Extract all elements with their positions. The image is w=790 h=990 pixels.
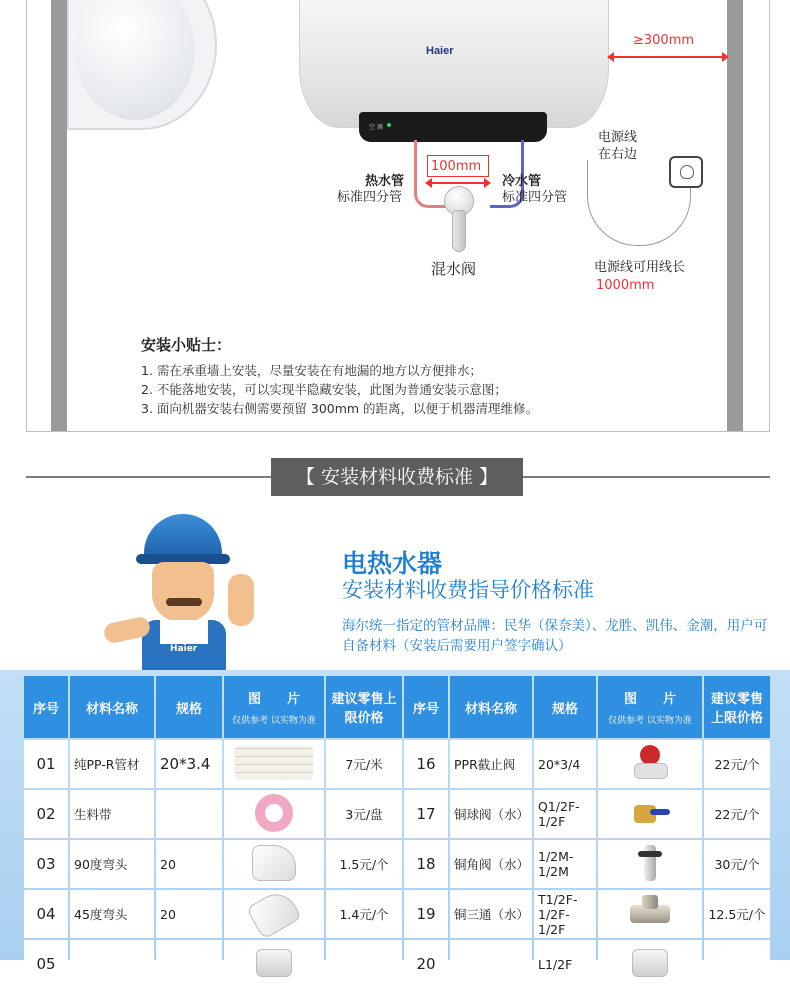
intro-subtitle: 安装材料收费指导价格标准 — [342, 578, 594, 602]
row-spec: 20 — [156, 840, 222, 888]
row-picture — [598, 840, 702, 888]
row-name: 铜三通（水） — [450, 890, 532, 938]
installation-tips — [141, 334, 701, 418]
row-picture — [598, 740, 702, 788]
row-spec: T1/2F-1/2F-1/2F — [534, 890, 596, 938]
header-picture — [598, 676, 702, 738]
tip-line: 3. 面向机器安装右侧需要预留 300mm 的距离，以便于机器清理维修。 — [141, 401, 539, 416]
header-spec: 规格 — [156, 676, 222, 738]
pipe-gap-dimension-line — [427, 182, 489, 184]
header-price: 建议零售上限价格 — [326, 676, 402, 738]
power-side-label-line2: 在右边 — [598, 147, 638, 162]
tape-icon — [255, 794, 293, 832]
header-picture — [224, 676, 324, 738]
row-name: 45度弯头 — [70, 890, 154, 938]
table-row — [404, 790, 770, 838]
header-no: 序号 — [24, 676, 68, 738]
table-row — [24, 890, 402, 938]
tips-title: 安装小贴士： — [141, 336, 232, 354]
row-name: 铜角阀（水） — [450, 840, 532, 888]
row-name — [70, 940, 154, 988]
row-no: 16 — [404, 740, 448, 788]
row-no: 04 — [24, 890, 68, 938]
row-spec — [156, 940, 222, 988]
row-price: 22元/个 — [704, 790, 770, 838]
elbow-90-icon — [252, 845, 296, 881]
row-name: 生料带 — [70, 790, 154, 838]
row-picture — [224, 740, 324, 788]
row-picture — [224, 790, 324, 838]
ball-valve-icon — [630, 795, 670, 831]
price-table-right — [402, 674, 772, 990]
row-price: 22元/个 — [704, 740, 770, 788]
hot-pipe-title: 热水管 — [365, 174, 405, 189]
row-price: 3元/盘 — [326, 790, 402, 838]
mixing-valve-icon — [444, 186, 474, 252]
tip-line: 1. 需在承重墙上安装，尽量安装在有地漏的地方以方便排水； — [141, 363, 482, 378]
table-row — [404, 940, 770, 988]
header-picture-note: 仅供参考 以实物为准 — [232, 716, 316, 726]
clearance-dimension-line — [609, 56, 727, 58]
right-wall — [727, 0, 743, 431]
tip-line: 2. 不能落地安装，可以实现半隐藏安装，此图为普通安装示意图； — [141, 382, 507, 397]
row-price: 1.4元/个 — [326, 890, 402, 938]
pipe-icon — [235, 746, 313, 780]
mascot-brand-logo: Haier — [170, 644, 198, 654]
row-no: 01 — [24, 740, 68, 788]
header-picture-note: 仅供参考 以实物为准 — [608, 716, 692, 726]
cold-pipe-title: 冷水管 — [502, 174, 542, 189]
cable-length-label: 电源线可用线长 — [594, 260, 686, 275]
power-indicator-icon — [387, 123, 391, 127]
row-spec: 20 — [156, 890, 222, 938]
angle-valve-icon — [630, 845, 670, 881]
row-picture — [598, 890, 702, 938]
row-no: 18 — [404, 840, 448, 888]
pricing-intro — [0, 500, 790, 670]
power-side-label-line1: 电源线 — [598, 130, 638, 145]
intro-note: 海尔统一指定的管材品牌：民华（保奈美）、龙胜、凯伟、金潮，用户可自备材料（安装后需要用户签字确认） — [342, 618, 768, 654]
row-no: 03 — [24, 840, 68, 888]
row-spec: 1/2M-1/2M — [534, 840, 596, 888]
row-no: 19 — [404, 890, 448, 938]
row-name: 纯PP-R管材 — [70, 740, 154, 788]
header-price: 建议零售上限价格 — [704, 676, 770, 738]
row-picture — [224, 890, 324, 938]
tee-fitting-icon — [630, 895, 670, 931]
stop-valve-icon — [630, 745, 670, 781]
intro-title: 电热水器 — [342, 549, 443, 578]
clearance-label: ≥300mm — [633, 33, 695, 48]
wall-socket-icon — [669, 156, 703, 188]
table-row — [404, 840, 770, 888]
row-spec: 20*3/4 — [534, 740, 596, 788]
row-spec: L1/2F — [534, 940, 596, 988]
row-price — [704, 940, 770, 988]
row-spec: 20*3.4 — [156, 740, 222, 788]
table-row — [404, 890, 770, 938]
row-name: 90度弯头 — [70, 840, 154, 888]
fitting-icon — [632, 949, 668, 977]
pipe-gap-label: 100mm — [431, 159, 482, 174]
row-price: 1.5元/个 — [326, 840, 402, 888]
hot-pipe-spec: 标准四分管 — [337, 190, 403, 205]
table-row — [24, 790, 402, 838]
row-no: 02 — [24, 790, 68, 838]
cable-length-value: 1000mm — [596, 278, 655, 293]
row-picture — [598, 940, 702, 988]
row-no: 17 — [404, 790, 448, 838]
price-table-area — [0, 670, 790, 973]
header-picture-label: 图 片 — [247, 692, 300, 707]
row-picture — [224, 840, 324, 888]
price-table-left — [22, 674, 404, 990]
table-row — [24, 740, 402, 788]
row-price: 7元/米 — [326, 740, 402, 788]
row-name: PPR截止阀 — [450, 740, 532, 788]
left-wall — [51, 0, 67, 431]
row-spec — [156, 790, 222, 838]
row-no: 20 — [404, 940, 448, 988]
header-spec: 规格 — [534, 676, 596, 738]
row-picture — [598, 790, 702, 838]
water-heater-image — [299, 0, 609, 128]
table-row — [24, 940, 402, 988]
installer-mascot-image — [100, 514, 280, 672]
fitting-icon — [256, 949, 292, 977]
heater-control-panel — [359, 112, 547, 142]
panel-text: 空 调 — [369, 124, 383, 131]
header-name: 材料名称 — [450, 676, 532, 738]
header-picture-label: 图 片 — [623, 692, 676, 707]
elbow-45-icon — [246, 886, 302, 939]
row-no: 05 — [24, 940, 68, 988]
section-title: 【 安装材料收费标准 】 — [271, 458, 523, 496]
row-price: 12.5元/个 — [704, 890, 770, 938]
row-price — [326, 940, 402, 988]
table-row — [404, 740, 770, 788]
row-name: 铜球阀（水） — [450, 790, 532, 838]
row-spec: Q1/2F-1/2F — [534, 790, 596, 838]
row-price: 30元/个 — [704, 840, 770, 888]
table-row — [24, 840, 402, 888]
row-picture — [224, 940, 324, 988]
header-no: 序号 — [404, 676, 448, 738]
mixing-valve-label: 混水阀 — [431, 260, 477, 278]
installation-diagram — [26, 0, 770, 432]
cold-pipe-spec: 标准四分管 — [502, 190, 568, 205]
heater-brand-logo: Haier — [426, 45, 454, 57]
row-name — [450, 940, 532, 988]
header-name: 材料名称 — [70, 676, 154, 738]
